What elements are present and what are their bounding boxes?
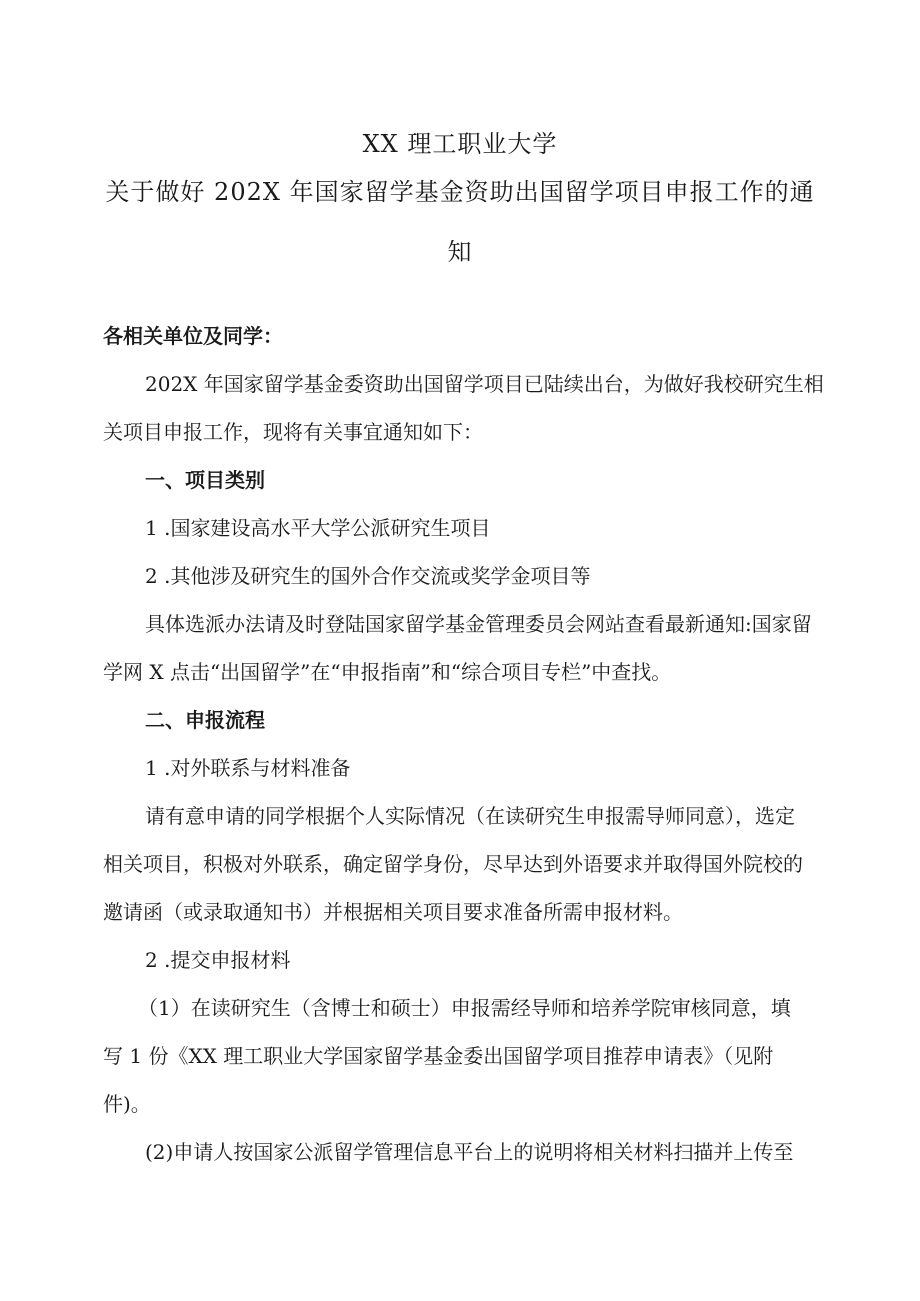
step-1-title: 1 .对外联系与材料准备: [145, 756, 351, 780]
title-line-2: 关于做好 202X 年国家留学基金资助出国留学项目申报工作的通: [105, 178, 815, 206]
selection-note-line-2: 学网 X 点击“出国留学”在“申报指南”和“综合项目专栏”中查找。: [103, 660, 672, 684]
step-2-item-1-line-3: 件)。: [103, 1092, 151, 1116]
project-item-1: 1 .国家建设高水平大学公派研究生项目: [145, 516, 491, 540]
step-2-item-2-line-1: (2)申请人按国家公派留学管理信息平台上的说明将相关材料扫描并上传至: [145, 1140, 794, 1164]
section-heading-application-process: 二、申报流程: [145, 708, 265, 732]
step-1-paragraph-line-2: 相关项目，积极对外联系，确定留学身份，尽早达到外语要求并取得国外院校的: [103, 852, 803, 876]
step-1-paragraph-line-3: 邀请函（或录取通知书）并根据相关项目要求准备所需申报材料。: [103, 900, 683, 924]
document-title: [100, 120, 820, 276]
step-2-item-1-line-2: 写 1 份《XX 理工职业大学国家留学基金委出国留学项目推荐申请表》（见附: [103, 1044, 774, 1068]
title-line-3: 知: [447, 238, 473, 266]
project-item-2: 2 .其他涉及研究生的国外合作交流或奖学金项目等: [145, 564, 591, 588]
intro-paragraph-line-1: 202X 年国家留学基金委资助出国留学项目已陆续出台，为做好我校研究生相: [145, 372, 824, 396]
step-2-title: 2 .提交申报材料: [145, 948, 291, 972]
salutation: 各相关单位及同学：: [103, 324, 283, 348]
section-heading-project-categories: 一、项目类别: [145, 468, 265, 492]
step-2-item-1-line-1: （1）在读研究生（含博士和硕士）申报需经导师和培养学院审核同意，填: [138, 996, 791, 1020]
title-line-1: XX 理工职业大学: [362, 130, 558, 158]
step-1-paragraph-line-1: 请有意申请的同学根据个人实际情况（在读研究生申报需导师同意），选定: [145, 804, 795, 828]
intro-paragraph-line-2: 关项目申报工作，现将有关事宜通知如下：: [103, 420, 483, 444]
selection-note-line-1: 具体选派办法请及时登陆国家留学基金管理委员会网站查看最新通知:国家留: [145, 612, 812, 636]
